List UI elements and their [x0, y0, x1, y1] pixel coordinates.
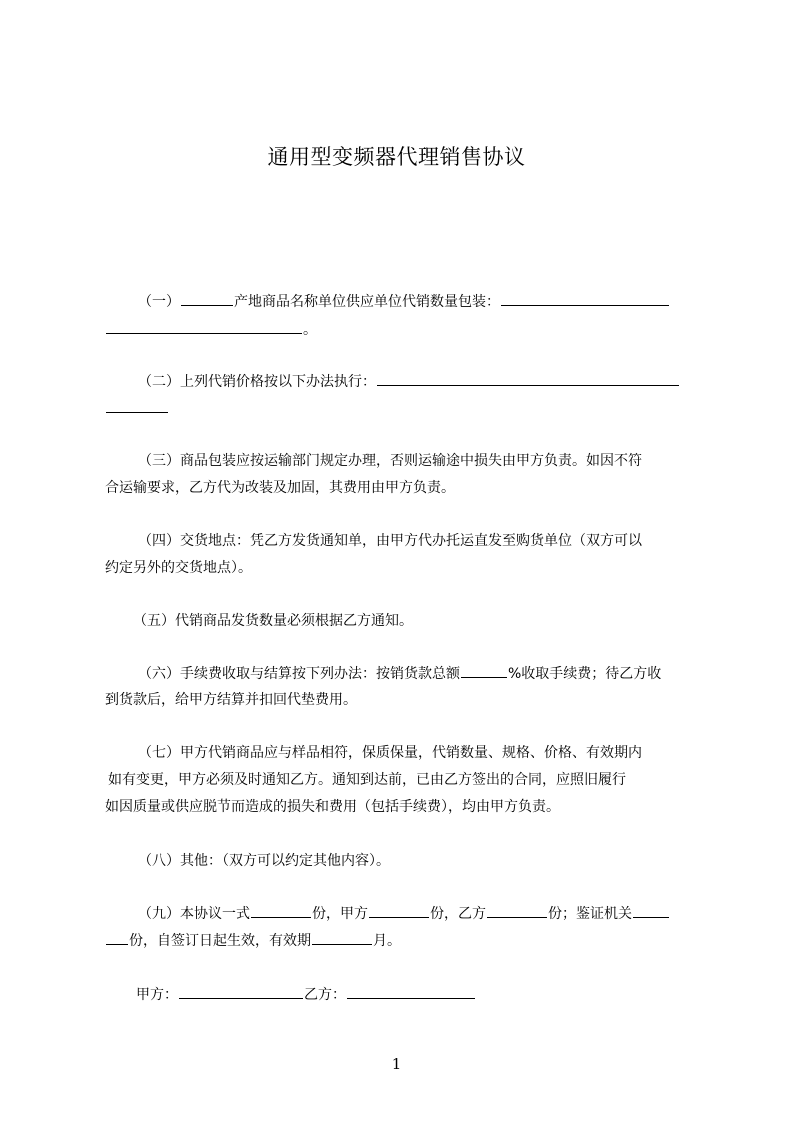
- clause-9-text-b: 份，甲方: [312, 906, 368, 922]
- clause-1-end: 。: [303, 322, 317, 338]
- clause-2-line-1: [138, 371, 680, 392]
- page-number: 1: [391, 1055, 402, 1073]
- clause-8-line-1: （八）其他：（双方可以约定其他内容）。: [138, 853, 390, 869]
- blank-goods-details: [501, 291, 669, 306]
- document-title: 通用型变频器代理销售协议: [267, 145, 526, 169]
- clause-3-line-1: （三）商品包装应按运输部门规定办理，否则运输途中损失由甲方负责。如因不符: [138, 453, 642, 469]
- blank-validity-months: [312, 930, 372, 945]
- blank-copies-authority: [633, 903, 669, 918]
- clause-1-number: （一）: [138, 294, 180, 310]
- blank-origin: [181, 291, 233, 306]
- clause-9-text-d: 份；鉴证机关: [548, 906, 632, 922]
- clause-1-line-2: [105, 319, 317, 340]
- blank-price-method-cont: [106, 398, 168, 413]
- clause-3-line-2: 合运输要求，乙方代为改装及加固，其费用由甲方负责。: [105, 480, 455, 496]
- clause-6-line-2: 到货款后，给甲方结算并扣回代垫费用。: [105, 692, 357, 708]
- blank-copies-party-a: [369, 903, 429, 918]
- clause-1-text: 产地商品名称单位供应单位代销数量包装：: [234, 294, 500, 310]
- party-a-signature-blank: [179, 984, 303, 999]
- blank-copies-total: [251, 903, 311, 918]
- clause-9-text-c: 份，乙方: [430, 906, 486, 922]
- clause-7-line-3: 如因质量或供应脱节而造成的损失和费用（包括手续费），均由甲方负责。: [105, 799, 560, 815]
- blank-copies-authority-cont: [106, 930, 128, 945]
- clause-4-line-2: 约定另外的交货地点）。: [105, 560, 252, 576]
- party-a-label: 甲方：: [136, 987, 178, 1003]
- party-b-signature-blank: [347, 984, 475, 999]
- clause-9-text-a: （九）本协议一式: [138, 906, 250, 922]
- clause-7-line-2: 如有变更，甲方必须及时通知乙方。通知到达前，已由乙方签出的合同，应照旧履行: [108, 772, 626, 788]
- clause-4-line-1: （四）交货地点：凭乙方发货通知单，由甲方代办托运直发至购货单位（双方可以: [138, 533, 642, 549]
- blank-price-method: [377, 371, 679, 386]
- blank-copies-party-b: [487, 903, 547, 918]
- clause-6-line-1: [138, 663, 661, 684]
- clause-7-line-1: （七）甲方代销商品应与样品相符，保质保量，代销数量、规格、价格、有效期内: [138, 745, 642, 761]
- clause-2-text: （二）上列代销价格按以下办法执行：: [138, 374, 376, 390]
- clause-1-line-1: [138, 291, 670, 312]
- clause-9-text-f: 月。: [373, 933, 401, 949]
- clause-9-line-1: [138, 903, 670, 924]
- clause-9-line-2: [105, 930, 401, 951]
- clause-9-text-e: 份，自签订日起生效，有效期: [129, 933, 311, 949]
- clause-5-line-1: （五）代销商品发货数量必须根据乙方通知。: [133, 613, 413, 629]
- clause-6-text: （六）手续费收取与结算按下列办法：按销货款总额: [138, 666, 460, 682]
- clause-2-line-2: [105, 398, 169, 419]
- signature-line: [136, 984, 476, 1005]
- blank-goods-details-cont: [106, 319, 302, 334]
- party-b-label: 乙方：: [304, 987, 346, 1003]
- blank-fee-percent: [461, 663, 507, 678]
- clause-6-text-2: %收取手续费；待乙方收: [508, 666, 662, 682]
